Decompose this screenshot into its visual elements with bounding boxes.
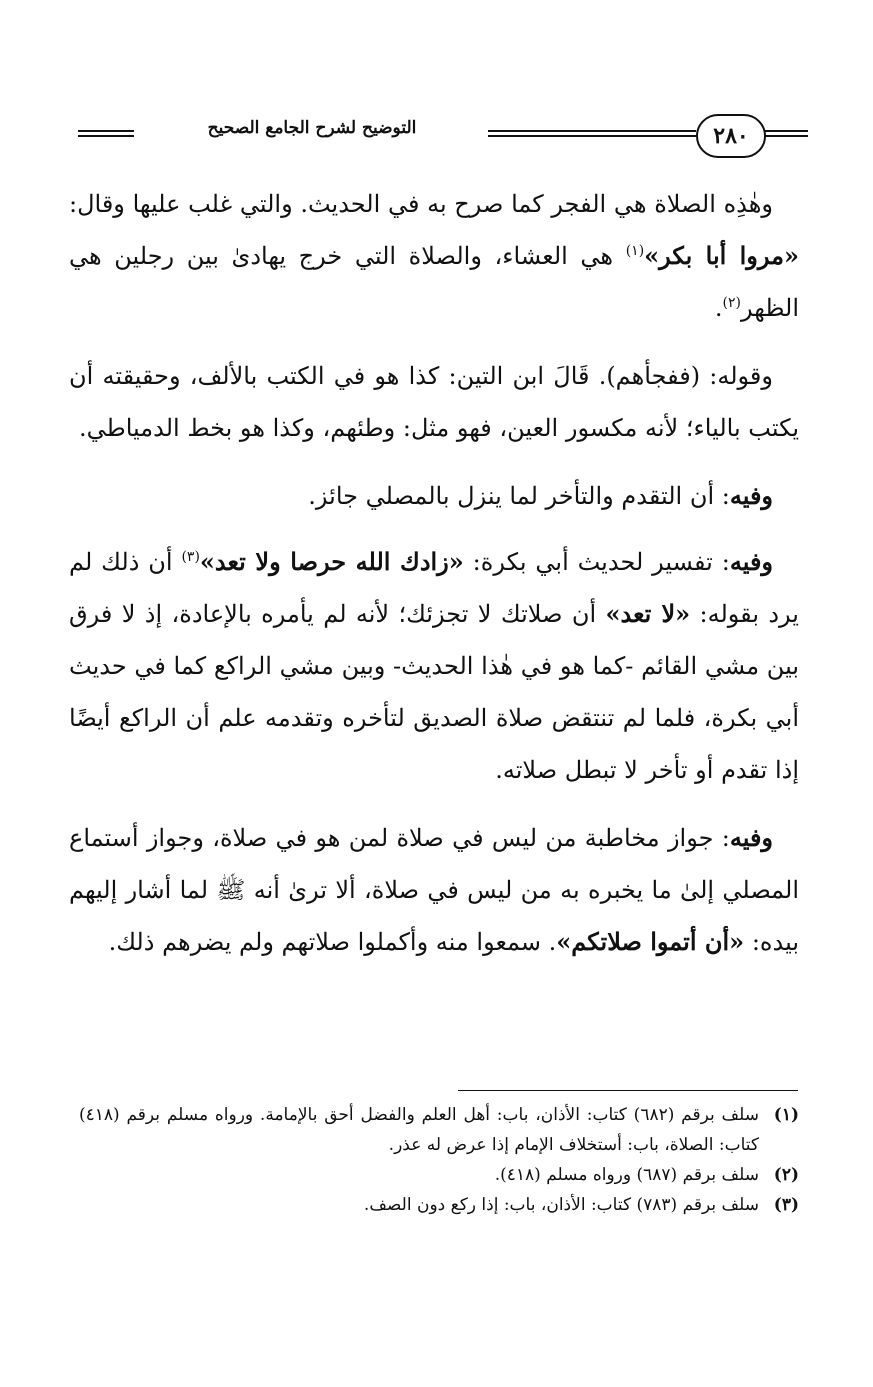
footnote-2 <box>79 1160 799 1190</box>
footnote-text: سلف برقم (٧٨٣) كتاب: الأذان، باب: إذا ركع دون الصف. <box>363 1195 759 1215</box>
footnote-number: (٣) <box>773 1195 799 1215</box>
footnote-separator <box>458 1090 798 1091</box>
main-text <box>69 178 799 984</box>
running-header <box>78 112 808 160</box>
paragraph-4: وفيه: تفسير لحديث أبي بكرة: «زادك الله حرصا ولا تعد»$^{(٣)}$ أن ذلك لم يرد بقوله: «لا تعد» أن صلاتك لا تجزئك؛ لأنه لم يأمره بالإعادة، إذ لا فرق بين مشي القائم -كما هو في هٰذا الحديث- وبين مشي الراكع كما في حديث أبي بكرة، فلما لم تنتقض صلاة الصديق لتأخره وتقدمه علم أن الراكع أيضًا إذا تقدم أو تأخر لا تبطل صلاته. <box>69 547 800 784</box>
paragraph-2: وقوله: (ففجأهم). قَالَ ابن التين: كذا هو في الكتب بالألف، وحقيقته أن يكتب بالياء؛ لأنه مكسور العين، فهو مثل: وطئهم، وكذا هو بخط الدمياطي. <box>69 362 799 442</box>
footnote-number: (١) <box>773 1105 799 1125</box>
book-title: التوضيح لشرح الجامع الصحيح <box>207 118 417 138</box>
paragraph-3: وفيه: أن التقدم والتأخر لما ينزل بالمصلي جائز. <box>308 481 773 510</box>
header-rule-middle <box>488 130 696 137</box>
footnotes <box>79 1100 799 1220</box>
quote-atimmu-salatakum: «أن أتموا صلاتكم» <box>556 927 745 956</box>
quote-la-taud: «لا تعد» <box>605 599 691 628</box>
paragraph-1: وهٰذِه الصلاة هي الفجر كما صرح به في الحديث. والتي غلب عليها وقال: «مروا أبا بكر»$^{(١)}$ هي العشاء، والصلاة التي خرج يهادىٰ بين رجلين هي الظهر$^{(٢)}$. <box>69 190 799 322</box>
footnote-ref-1[interactable]: (١) <box>625 243 645 259</box>
header-rule-left <box>78 130 134 137</box>
footnote-ref-2[interactable]: (٢) <box>722 295 742 311</box>
quote-marwa-aba-bakr: «مروا أبا بكر» <box>644 241 799 270</box>
footnote-number: (٢) <box>773 1165 799 1185</box>
quote-zadak-allah: «زادك الله حرصا ولا تعد» <box>199 547 464 576</box>
footnote-3 <box>79 1190 799 1220</box>
footnote-ref-3[interactable]: (٣) <box>181 549 200 565</box>
footnote-text: سلف برقم (٦٨٢) كتاب: الأذان، باب: أهل العلم والفضل أحق بالإمامة. ورواه مسلم برقم (٤١٨) كتاب: الصلاة، باب: أستخلاف الإمام إذا عرض له عذر. <box>79 1105 759 1155</box>
footnote-1 <box>79 1100 799 1160</box>
paragraph-5: وفيه: جواز مخاطبة من ليس في صلاة لمن هو في صلاة، وجواز أستماع المصلي إلىٰ ما يخبره به من ليس في صلاة، ألا ترىٰ أنه ﷺ لما أشار إليهم بيده: «أن أتموا صلاتكم». سمعوا منه وأكملوا صلاتهم ولم يضرهم ذلك. <box>69 823 799 956</box>
page-number: ٢٨٠ <box>696 114 766 158</box>
footnote-text: سلف برقم (٦٨٧) ورواه مسلم (٤١٨). <box>494 1165 759 1185</box>
header-rule-right <box>764 130 808 137</box>
